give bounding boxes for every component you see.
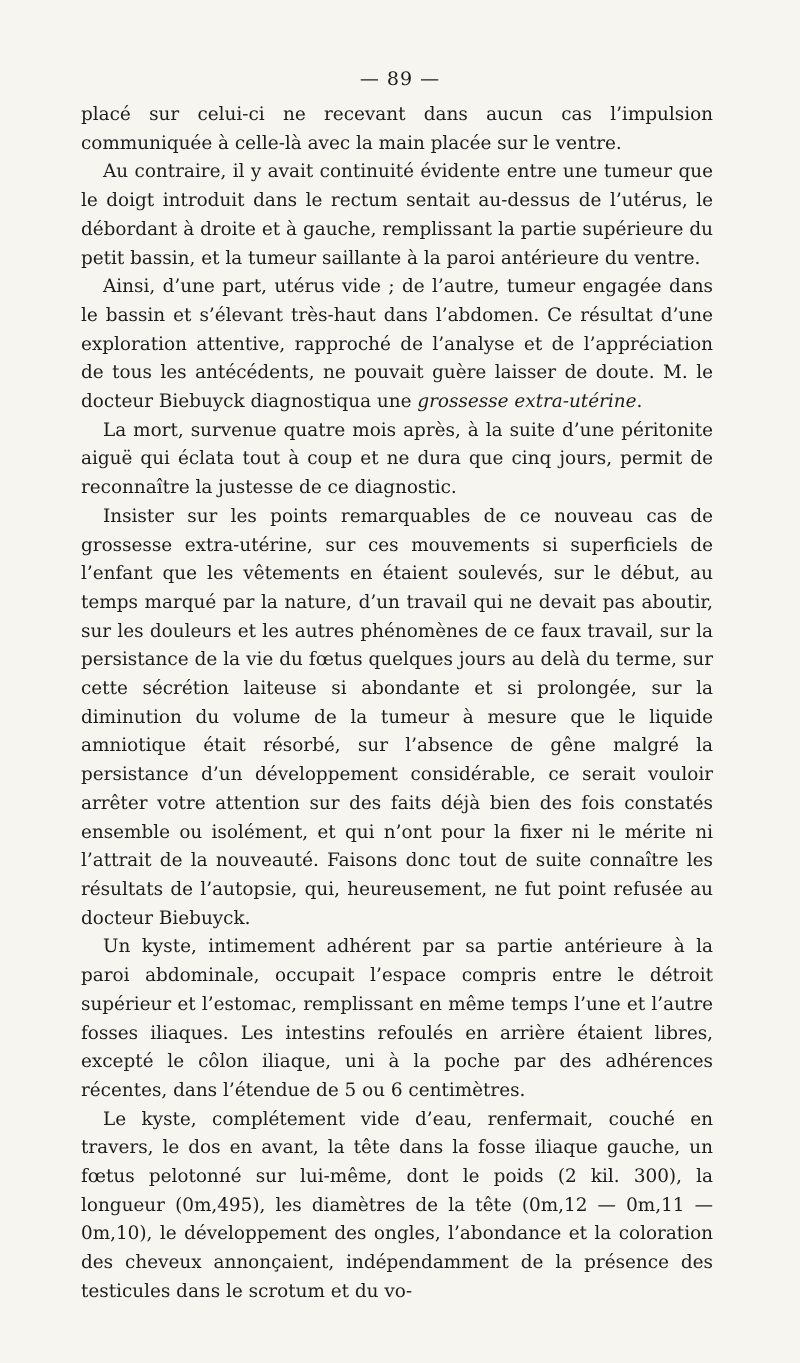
paragraph-7: Le kyste, complétement vide d’eau, renfermait, couché en travers, le dos en avant, la tête dans la fosse iliaque gauche, un fœtus pelotonné sur lui-même, dont le poids (2 kil. 300), la longueur (0m,495), les diamètres de la tête (0m,12 — 0m,11 — 0m,10), le développement des ongles, l’abondance et la coloration des cheveux annonçaient, indépendamment de la présence des testicules dans le scrotum et du vo-	[81, 1108, 713, 1302]
paragraph-6: Un kyste, intimement adhérent par sa partie antérieure à la paroi abdominale, occupait l’espace compris entre le détroit supérieur et l’estomac, remplissant en même temps l’une et l’autre fosses iliaques. Les intestins refoulés en arrière étaient libres, excepté le côlon iliaque, uni à la poche par des adhérences récentes, dans l’étendue de 5 ou 6 centimètres.	[81, 936, 713, 1101]
paragraph-3	[81, 273, 713, 417]
paragraph-1: placé sur celui-ci ne recevant dans aucun cas l’impulsion communiquée à celle-là avec la main placée sur le ventre.	[81, 104, 713, 154]
paragraph-4: La mort, survenue quatre mois après, à la suite d’une péritonite aiguë qui éclata tout à coup et ne dura que cinq jours, permit de reconnaître la justesse de ce diagnostic.	[81, 419, 713, 499]
paragraph-3-emphasis: grossesse extra-utérine	[417, 391, 637, 413]
page-number: — 89 —	[359, 68, 441, 90]
paragraph-3-text: Ainsi, d’une part, utérus vide ; de l’autre, tumeur engagée dans le bassin et s’élevant très-haut dans l’abdomen. Ce résultat d’une exploration attentive, rapproché de l’analyse et de l’appréciation de tous les antécédents, ne pouvait guère laisser de doute. M. le docteur Biebuyck diagnostiqua une	[81, 276, 713, 413]
paragraph-5: Insister sur les points remarquables de ce nouveau cas de grossesse extra-utérine, sur ces mouvements si superficiels de l’enfant que les vêtements en étaient soulevés, sur le début, au temps marqué par la nature, d’un travail qui ne devait pas aboutir, sur les douleurs et les autres phénomènes de ce faux travail, sur la persistance de la vie du fœtus quelques jours au delà du terme, sur cette sécrétion laiteuse si abondante et si prolongée, sur la diminution du volume de la tumeur à mesure que le liquide amniotique était résorbé, sur l’absence de gêne malgré la persistance d’un développement considérable, ce serait vouloir arrêter votre attention sur des faits déjà bien des fois constatés ensemble ou isolément, et qui n’ont pour la fixer ni le mérite ni l’attrait de la nouveauté. Faisons donc tout de suite connaître les résultats de l’autopsie, qui, heureusement, ne fut point refusée au docteur Biebuyck.	[81, 505, 713, 929]
paragraph-3-end: .	[636, 391, 643, 413]
paragraph-2: Au contraire, il y avait continuité évidente entre une tumeur que le doigt introduit dans le rectum sentait au-dessus de l’utérus, le débordant à droite et à gauche, remplissant la partie supérieure du petit bassin, et la tumeur saillante à la paroi antérieure du ventre.	[81, 161, 713, 269]
body-text	[81, 101, 713, 1307]
